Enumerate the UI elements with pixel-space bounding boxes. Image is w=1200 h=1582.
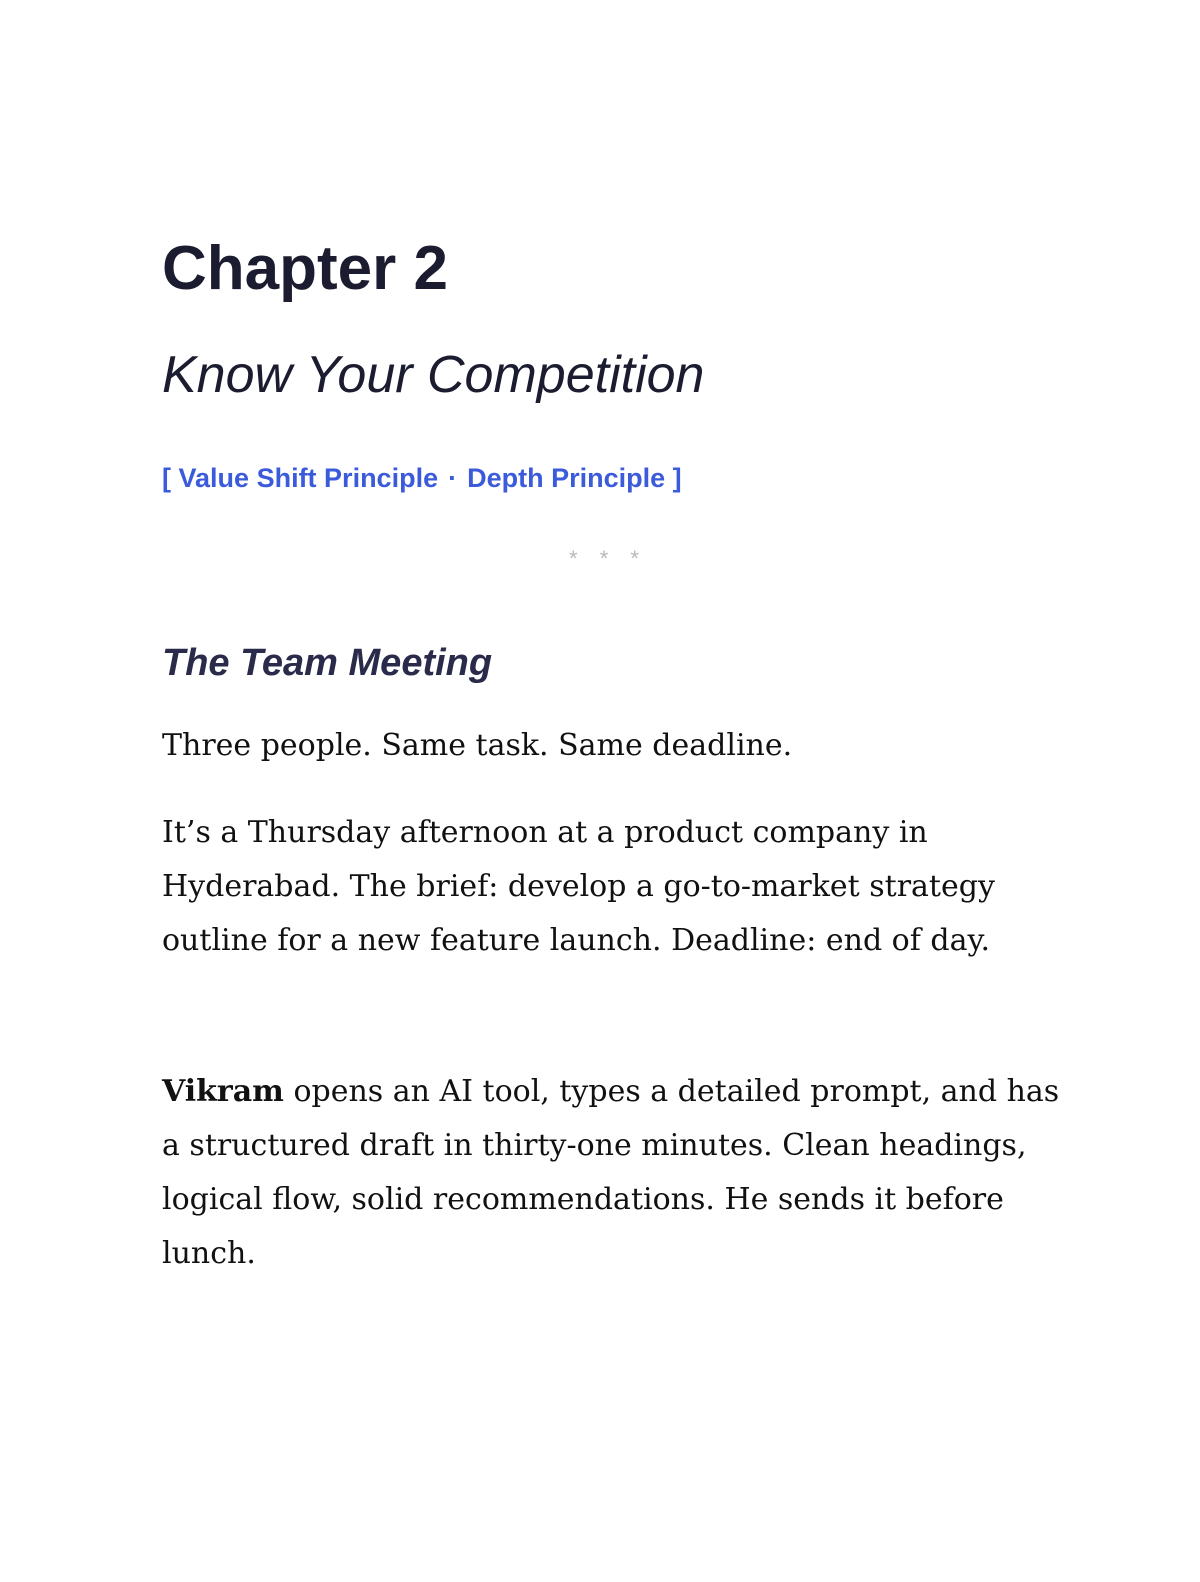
principle-bracket-open: [ bbox=[162, 463, 171, 493]
chapter-title: Know Your Competition bbox=[162, 346, 705, 404]
section-heading: The Team Meeting bbox=[162, 642, 493, 684]
principle-value-shift: Value Shift Principle bbox=[178, 463, 439, 493]
character-name-vikram: Vikram bbox=[162, 1074, 284, 1109]
section-divider: * * * bbox=[569, 546, 647, 571]
paragraph-context: It’s a Thursday afternoon at a product company in Hyderabad. The brief: develop a go-to-market strategy outline for a new feature launch. Deadline: end of day. bbox=[162, 815, 995, 958]
principle-bracket-close: ] bbox=[672, 463, 682, 493]
principle-tags bbox=[162, 462, 682, 494]
paragraph-vikram-text: opens an AI tool, types a detailed prompt, and has a structured draft in thirty-one minutes. Clean headings, logical flow, solid recommendations. He sends it before lunch. bbox=[162, 1074, 1060, 1271]
principle-separator: · bbox=[448, 463, 458, 493]
paragraph-vikram bbox=[162, 1065, 1062, 1281]
principle-depth: Depth Principle bbox=[467, 463, 666, 493]
paragraph-intro: Three people. Same task. Same deadline. bbox=[162, 728, 793, 763]
chapter-number: Chapter 2 bbox=[162, 234, 448, 303]
